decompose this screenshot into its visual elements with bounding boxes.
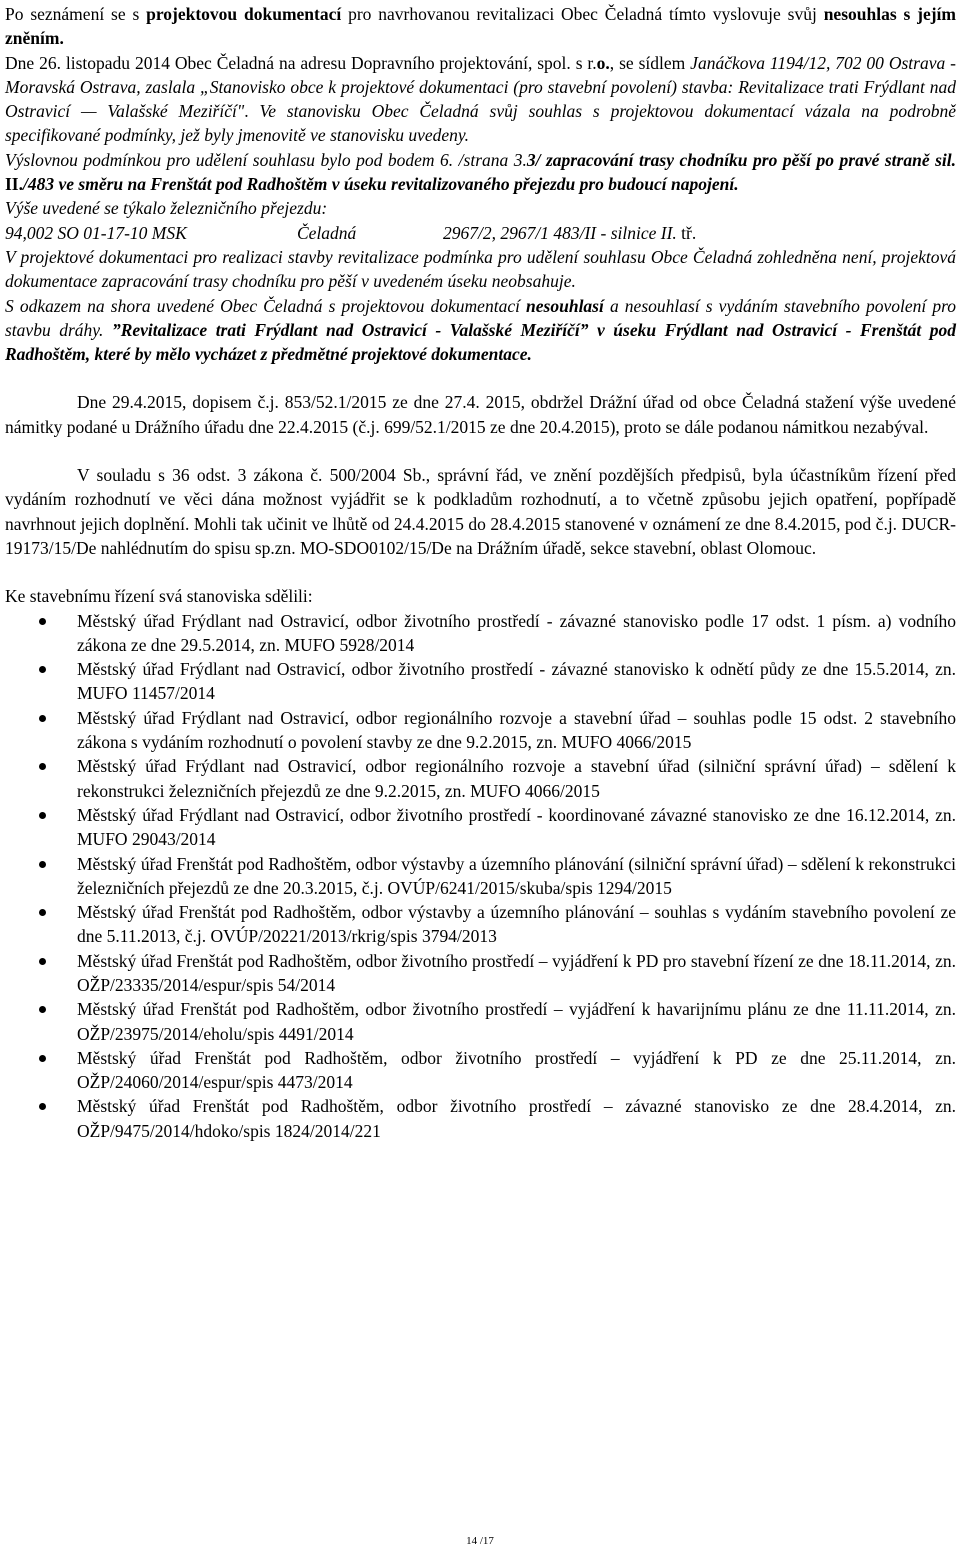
disagreement-paragraph	[5, 294, 956, 367]
hearing-law-reference: V souladu s 36 odst. 3 zákona č. 500/2004 Sb.	[77, 465, 426, 486]
list-item-text: Městský úřad Frenštát pod Radhoštěm, odbor životního prostředí – vyjádření k havarijnímu plánu ze dne 11.11.2014, zn. OŽP/23975/2014/eholu/spis 4491/2014	[77, 999, 956, 1044]
list-item-text: Městský úřad Frenštát pod Radhoštěm, odbor výstavby a územního plánování (silniční správní úřad) – sdělení k rekonstrukci železničních přejezdů ze dne 20.3.2015, č.j. OVÚP/6241/2015/skuba/spis 1294/2015	[77, 853, 956, 898]
page-number: 14 /17	[466, 1535, 494, 1547]
condition-bold-text: II.	[5, 174, 23, 195]
crossing-municipality: Čeladná	[297, 222, 357, 243]
objection-text: .	[244, 101, 260, 122]
list-item-text: Městský úřad Frenštát pod Radhoštěm, odbor životního prostředí – závazné stanovisko ze dne 28.4.2014, zn. OŽP/9475/2014/hdoko/spis 1824/2014/221	[77, 1096, 956, 1141]
list-item-text: Městský úřad Frýdlant nad Ostravicí, odbor životního prostředí - závazné stanovisko podle 17 odst. 1 písm. a) vodního zákona ze dne 29.5.2014, zn. MUFO 5928/2014	[77, 610, 956, 655]
intro-bold-text: nesouhlas s jejím zněním.	[5, 4, 956, 49]
condition-bold-italic-text: 3/ zapracování trasy chodníku pro pěší po pravé straně sil.	[526, 149, 956, 170]
bullet-icon	[39, 1055, 46, 1062]
hearing-text: , správní řád, ve znění pozdějších předpisů, byla účastníkům řízení před vydáním rozhodnutí ve věci dána možnost vyjádřit se k podkladům rozhodnutí, a to včetně způsobu jejich opatření, popřípadě navrhnout jejich doplnění. Mohli tak učinit ve lhůtě od 24.4.2015 do 28.4.2015 stanovené v oznámení ze dne 8.4.2015, pod č.j. DUCR-19173/15/De nahlédnutím do spisu sp.zn. MO-SDO0102/15/De na Drážním úřadě, sekce stavební, oblast Olomouc.	[5, 465, 956, 558]
list-item	[77, 900, 956, 949]
disagreement-text: S odkazem na shora uvedené Obec Čeladná s projektovou dokumentací	[5, 295, 527, 316]
hearing-paragraph	[5, 463, 956, 560]
list-item	[77, 949, 956, 998]
opinions-list	[5, 609, 956, 1144]
condition-italic-text: Výslovnou podmínkou pro udělení souhlasu bylo pod bodem 6. /strana 3.	[5, 149, 527, 170]
bullet-icon	[39, 812, 46, 819]
bullet-icon	[39, 958, 46, 965]
list-item	[77, 803, 956, 852]
bullet-icon	[39, 618, 46, 625]
crossing-intro: Výše uvedené se týkalo železničního přejezdu:	[5, 198, 328, 219]
disagreement-text: a nesouhlasí s vydáním stavebního povolení pro stavbu dráhy.	[5, 295, 956, 340]
crossing-parcels-text: 2967/2, 2967/1 483/II - silnice II.	[443, 222, 682, 243]
bullet-icon	[39, 1103, 46, 1110]
list-item-text: Městský úřad Frenštát pod Radhoštěm, odbor výstavby a územního plánování – souhlas s vydáním stavebního povolení ze dne 5.11.2013, č.j. OVÚP/20221/2013/rkrig/spis 3794/2013	[77, 902, 956, 947]
objection-italic-text: Janáčkova 1194/12, 702 00 Ostrava - Moravská Ostrava, zaslala „Stanovisko obce k projektové dokumentaci (pro stavební povolení) stavba: Revitalizace trati Frýdlant nad Ostravicí — Valašské Meziříčí"	[5, 52, 956, 122]
objection-paragraph	[5, 51, 956, 148]
crossing-parcels	[443, 221, 696, 245]
disagreement-bold-text: ”Revitalizace trati Frýdlant nad Ostravicí - Valašské Meziříčí” v úseku Frýdlant nad Ostravicí - Frenštát pod Radhoštěm,	[5, 319, 956, 365]
bullet-icon	[39, 666, 46, 673]
list-item-text: Městský úřad Frýdlant nad Ostravicí, odbor regionálního rozvoje a stavební úřad (silniční správní úřad) – sdělení k rekonstrukci železničních přejezdů ze dne 9.2.2015, zn. MUFO 4066/2015	[77, 756, 956, 801]
intro-text: Po seznámení se s	[5, 4, 147, 24]
intro-bold-text: projektovou dokumentací	[146, 4, 342, 24]
list-item	[77, 706, 956, 755]
objection-italic-text: Ve stanovisku Obec Čeladná svůj souhlas s projektovou dokumentací vázala na podrobně specifikované podmínky, jež byly jmenovitě ve stanovisku uvedeny.	[5, 101, 957, 146]
list-item	[77, 1094, 956, 1143]
objection-bold-text: o.	[596, 52, 610, 73]
opinions-list-intro: Ke stavebnímu řízení svá stanoviska sdělili:	[5, 586, 313, 607]
objection-text: , se sídlem	[609, 52, 691, 73]
bullet-icon	[39, 763, 46, 770]
disagreement-bold-text: nesouhlasí	[526, 295, 604, 316]
condition-paragraph	[5, 148, 956, 197]
list-item-text: Městský úřad Frenštát pod Radhoštěm, odbor životního prostředí – vyjádření k PD pro stavební řízení ze dne 18.11.2014, zn. OŽP/23335/2014/espur/spis 54/2014	[77, 950, 956, 995]
bullet-icon	[39, 1006, 46, 1013]
crossing-class-text: tř.	[681, 222, 697, 243]
bullet-icon	[39, 861, 46, 868]
bullet-icon	[39, 715, 46, 722]
intro-paragraph	[5, 2, 956, 51]
objection-text: Dne 26. listopadu 2014 Obec Čeladná na adresu Dopravního projektování, spol. s r.	[5, 52, 597, 73]
list-item	[77, 1046, 956, 1095]
list-item	[77, 609, 956, 658]
list-item-text: Městský úřad Frýdlant nad Ostravicí, odbor životního prostředí - závazné stanovisko k odnětí půdy ze dne 15.5.2014, zn. MUFO 11457/2014	[77, 659, 956, 704]
list-item-text: Městský úřad Frýdlant nad Ostravicí, odbor životního prostředí - koordinované závazné stanovisko ze dne 16.12.2014, zn. MUFO 29043/2014	[77, 804, 956, 850]
bullet-icon	[39, 909, 46, 916]
disagreement-bold-text: které by mělo vycházet z předmětné projektové dokumentace.	[90, 344, 532, 365]
crossing-row	[5, 221, 956, 245]
intro-text: pro navrhovanou revitalizaci Obec Čeladná tímto vyslovuje svůj	[341, 4, 824, 24]
list-item	[77, 852, 956, 901]
crossing-code: 94,002 SO 01-17-10 MSK	[5, 222, 187, 243]
list-item-text: Městský úřad Frýdlant nad Ostravicí, odbor regionálního rozvoje a stavební úřad – souhlas podle 15 odst. 2 stavebního zákona s vydáním rozhodnutí o povolení stavby ze dne 9.2.2015, zn. MUFO 4066/2015	[77, 707, 956, 753]
condition-not-met-paragraph: V projektové dokumentaci pro realizaci stavby revitalizace podmínka pro udělení souhlasu Obce Čeladná zohledněna není, projektová dokumentace zapracování trasy chodníku pro pěší v uvedeném úseku neobsahuje.	[5, 246, 956, 292]
list-item-text: Městský úřad Frenštát pod Radhoštěm, odbor životního prostředí – vyjádření k PD ze dne 25.11.2014, zn. OŽP/24060/2014/espur/spis 4473/2014	[77, 1047, 956, 1093]
list-item	[77, 657, 956, 706]
condition-bold-italic-text: /483 ve směru na Frenštát pod Radhoštěm v úseku revitalizovaného přejezdu pro budoucí napojení.	[23, 174, 739, 195]
withdrawal-paragraph: Dne 29.4.2015, dopisem č.j. 853/52.1/2015 ze dne 27.4. 2015, obdržel Drážní úřad od obce Čeladná stažení výše uvedené námitky podané u Drážního úřadu dne 22.4.2015 (č.j. 699/52.1/2015 ze dne 20.4.2015), proto se dále podanou námitkou nezabýval.	[5, 392, 956, 437]
list-item	[77, 754, 956, 803]
list-item	[77, 997, 956, 1046]
